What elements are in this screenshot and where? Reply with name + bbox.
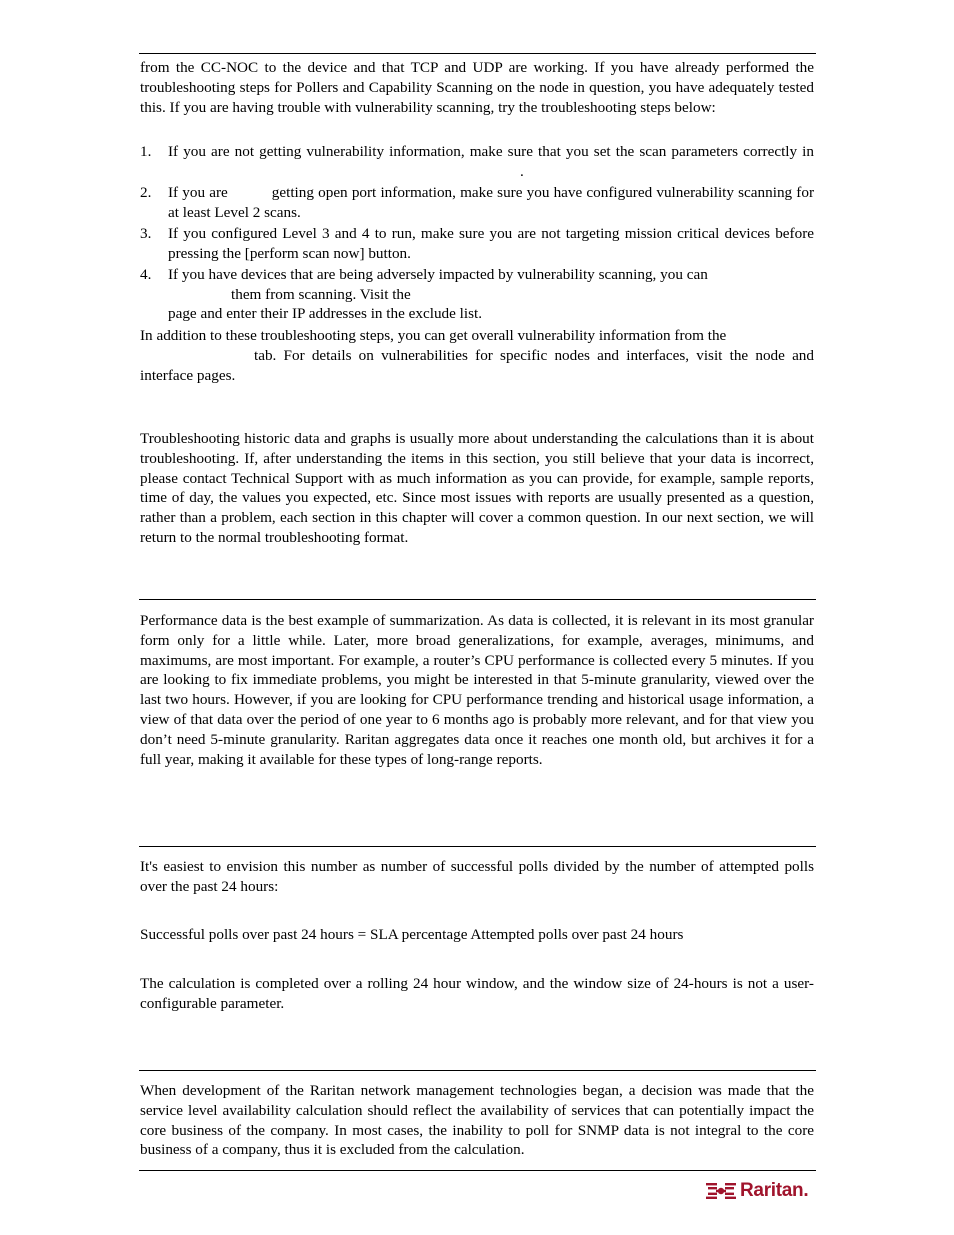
section-rule — [139, 846, 816, 847]
step-number: 4. — [140, 266, 152, 283]
troubleshooting-step-2 — [140, 183, 814, 223]
historic-data-paragraph: Troubleshooting historic data and graphs is usually more about understanding the calculations than it is about troubleshooting. If, after understanding the items in this section, you still believe that your data is incorrect, please contact Technical Support with as much information as you can provide, for example, sample reports, time of day, the values you expected, etc. Since most issues with reports are usually presented as a question, rather than a problem, each section in this chapter will cover a common question. In our next section, we will return to the normal troubleshooting format. — [140, 430, 814, 546]
troubleshooting-step-3 — [140, 224, 814, 264]
header-rule — [139, 53, 816, 54]
vulnerability-intro-paragraph: from the CC-NOC to the device and that TCP and UDP are working. If you have already performed the troubleshooting steps for Pollers and Capability Scanning on the node in question, you have adequately tested this. If you are having trouble with vulnerability scanning, try the troubleshooting steps below: — [140, 59, 814, 116]
step-text: If you configured Level 3 and 4 to run, make sure you are not targeting mission critical devices before pressing the [perform scan now] button. — [168, 225, 814, 262]
step-text: If you are — [168, 184, 228, 201]
closing-text-b: tab. For details on vulnerabilities for specific nodes and interfaces, visit the node and interface pages. — [140, 346, 814, 384]
snmp-paragraph: When development of the Raritan network management technologies began, a decision was made that the service level availability calculation should reflect the availability of services that can potentially impact the core business of the company. In most cases, the inability to poll for SNMP data is not integral to the core business of a company, thus it is excluded from the calculation. — [140, 1082, 814, 1159]
raritan-logo-icon — [706, 1181, 736, 1201]
section-rule — [139, 1070, 816, 1071]
step-text-line2: them from scanning. Visit the — [231, 286, 411, 303]
sla-formula: Successful polls over past 24 hours = SLA percentage Attempted polls over past 24 hours — [140, 926, 684, 943]
closing-text-a: In addition to these troubleshooting steps, you can get overall vulnerability information from the — [140, 327, 727, 344]
troubleshooting-step-4 — [140, 265, 814, 322]
step-number: 2. — [140, 184, 152, 201]
section-rule — [139, 599, 816, 600]
troubleshooting-step-1 — [140, 142, 814, 182]
step-text-end: . — [520, 162, 524, 180]
step-text-line1: If you have devices that are being adversely impacted by vulnerability scanning, you can — [168, 266, 708, 283]
step-text-line3: page and enter their IP addresses in the exclude list. — [168, 305, 483, 322]
sla-paragraph: It's easiest to envision this number as number of successful polls divided by the number of attempted polls over the past 24 hours: — [140, 858, 814, 895]
logo-text: Raritan. — [740, 1180, 809, 1201]
step-text: If you are not getting vulnerability information, make sure that you set the scan parameters correctly in — [168, 143, 814, 160]
vulnerability-closing-paragraph — [140, 326, 814, 385]
step-number: 1. — [140, 143, 152, 160]
raritan-logo — [706, 1180, 808, 1202]
sla-window-paragraph: The calculation is completed over a rolling 24 hour window, and the window size of 24-hours is not a user-configurable parameter. — [140, 975, 814, 1012]
step-number: 3. — [140, 225, 152, 242]
step-text-cont: getting open port information, make sure you have configured vulnerability scanning for at least Level 2 scans. — [168, 184, 815, 221]
footer-rule — [139, 1170, 816, 1171]
summarization-paragraph: Performance data is the best example of summarization. As data is collected, it is relevant in its most granular form only for a little while. Later, more broad generalizations, for example, averages, minimums, and maximums, are most important. For example, a router’s CPU performance is collected every 5 minutes. If you are looking to fix immediate problems, you might be interested in that 5-minute granularity, viewed over the last two hours. However, if you are looking for CPU performance trending and historical usage information, a view of that data over the period of one year to 6 months ago is probably more relevant, and for that view you don’t need 5-minute granularity. Raritan aggregates data once it reaches one month old, but archives it for a full year, making it available for these types of long-range reports. — [140, 612, 814, 768]
